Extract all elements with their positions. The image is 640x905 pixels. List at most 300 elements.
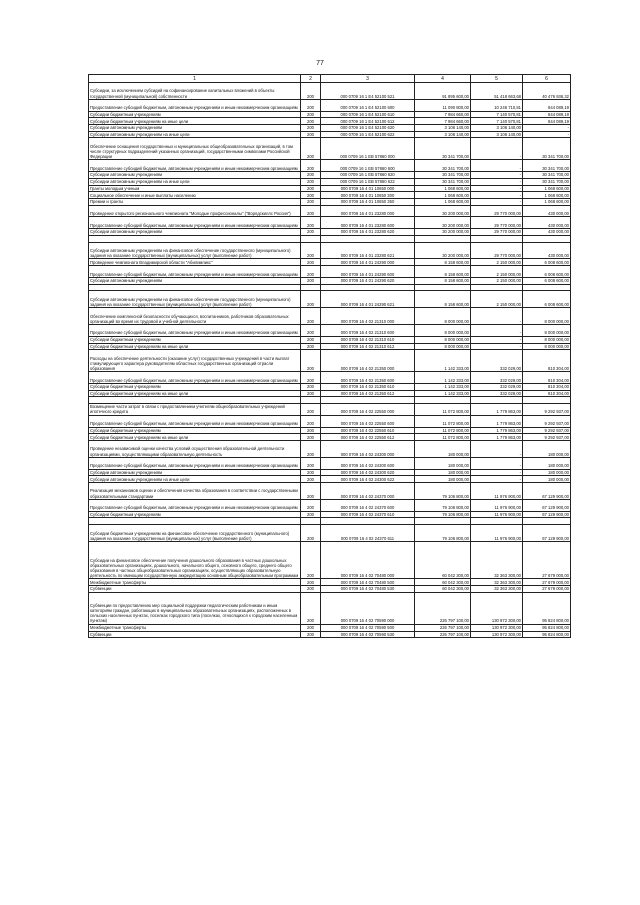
row-executed: - (471, 441, 523, 458)
row-kbk: 000 0709 16 4 01 24290 600 (321, 266, 415, 278)
header-col-3: 3 (321, 75, 415, 83)
row-executed (471, 518, 523, 525)
row-executed: 1 779 863,00 (471, 427, 523, 434)
row-name: Предоставление субсидий бюджетным, автономным учреждениям и иным некоммерческим организациям (89, 266, 301, 278)
row-executed (471, 235, 523, 242)
table-row (89, 427, 571, 434)
row-code: 200 (301, 631, 321, 638)
row-code: 200 (301, 434, 321, 441)
row-unexecuted: 810 304,00 (523, 384, 571, 391)
row-approved: 8 000 000,00 (415, 325, 471, 337)
row-kbk: 000 0709 16 4 01 23280 600 (321, 217, 415, 229)
row-name: Предоставление субсидий бюджетным, автономным учреждениям и иным некоммерческим организациям (89, 217, 301, 229)
row-name: Субсидии бюджетным учреждениям (89, 511, 301, 518)
row-unexecuted: 180 000,00 (523, 441, 571, 458)
row-code (301, 397, 321, 404)
table-row (89, 457, 571, 469)
row-name: Реализация механизмов оценки и обеспечения качества образования в соответствии с государственными образовательными стандартами (89, 483, 301, 500)
table-row (89, 99, 571, 111)
row-kbk: 000 0709 16 1 E4 52100 612 (321, 118, 415, 125)
row-executed: - (471, 308, 523, 325)
row-executed: 332 029,00 (471, 390, 523, 397)
row-approved: 7 984 660,00 (415, 111, 471, 118)
row-kbk: 000 0709 16 4 02 21310 600 (321, 325, 415, 337)
row-name: Проведение открытого регионального чемпионата "Молодые профессионалы" ("Ворлдскиллс Россия") (89, 205, 301, 217)
row-unexecuted: 67 129 900,00 (523, 525, 571, 542)
row-name: Расходы на обеспечение деятельности (оказание услуг) государственных учреждений в части выплат стимулирующего характера руководителям областных государственных организаций отрасли образования (89, 350, 301, 372)
row-approved: 30 341 700,00 (415, 172, 471, 179)
row-executed: 11 976 900,00 (471, 525, 523, 542)
row-executed: 29 770 000,00 (471, 217, 523, 229)
row-approved: 11 072 800,00 (415, 427, 471, 434)
row-unexecuted: 67 129 900,00 (523, 499, 571, 511)
row-executed: - (471, 469, 523, 476)
row-name: Субсидии автономным учреждениям на финансовое обеспечение государственного (муниципального) задания на оказание государственных (муниципальных) услуг (выполнение работ) (89, 291, 301, 308)
table-body (89, 83, 571, 638)
table-row (89, 277, 571, 284)
row-kbk (321, 235, 415, 242)
row-kbk: 000 0709 16 4 02 21350 612 (321, 390, 415, 397)
row-code: 200 (301, 404, 321, 416)
row-approved: 1 068 600,00 (415, 185, 471, 192)
row-executed: 3 106 140,00 (471, 131, 523, 138)
row-approved: 79 106 800,00 (415, 483, 471, 500)
row-code: 200 (301, 138, 321, 160)
row-code: 200 (301, 441, 321, 458)
table-row (89, 384, 571, 391)
row-approved: 1 142 333,00 (415, 384, 471, 391)
row-approved: 8 158 600,00 (415, 291, 471, 308)
row-executed: 7 140 570,81 (471, 111, 523, 118)
row-executed: 11 976 900,00 (471, 511, 523, 518)
table-row (89, 192, 571, 199)
row-approved (415, 397, 471, 404)
row-code (301, 235, 321, 242)
row-name: Субсидии бюджетным учреждениям (89, 384, 301, 391)
row-approved: 180 000,00 (415, 441, 471, 458)
row-unexecuted: 844 089,19 (523, 111, 571, 118)
row-name: Субсидии на финансовое обеспечение получения дошкольного образования в частных дошкольных образовательных организациях, дошкольного, начального общего, основного общего, среднего общего образования в частных общеобразовательных организациях, осуществляющих образовательную деятельность по имеющим государственную аккредитацию основным общеобразовательным программам (89, 541, 301, 578)
table-row (89, 499, 571, 511)
row-executed: - (471, 198, 523, 205)
table-row (89, 259, 571, 266)
row-code: 200 (301, 198, 321, 205)
row-code: 200 (301, 160, 321, 172)
row-approved: 180 000,00 (415, 457, 471, 469)
row-kbk: 000 0709 16 4 02 24300 620 (321, 469, 415, 476)
row-name (89, 397, 301, 404)
table-row (89, 205, 571, 217)
row-executed: 32 363 300,00 (471, 579, 523, 586)
row-name: Предоставление субсидий бюджетным, автономным учреждениям и иным некоммерческим организациям (89, 160, 301, 172)
row-unexecuted: 9 292 937,00 (523, 404, 571, 416)
table-row (89, 511, 571, 518)
row-unexecuted: 1 068 600,00 (523, 185, 571, 192)
row-name: Субсидии автономным учреждениям (89, 469, 301, 476)
row-name: Субсидии автономным учреждениям (89, 172, 301, 179)
row-code: 200 (301, 131, 321, 138)
row-approved: 3 106 140,00 (415, 125, 471, 132)
row-executed (471, 284, 523, 291)
row-unexecuted: 9 292 937,00 (523, 415, 571, 427)
table-row (89, 585, 571, 592)
row-kbk: 000 0709 16 4 02 22550 612 (321, 434, 415, 441)
row-executed: - (471, 336, 523, 343)
row-kbk: 000 0709 16 1 EB 57860 600 (321, 160, 415, 172)
row-name: Субсидии бюджетным учреждениям на иные цели (89, 118, 301, 125)
table-row (89, 308, 571, 325)
row-kbk: 000 0709 16 1 E4 52100 600 (321, 99, 415, 111)
row-kbk: 000 0709 16 1 E4 52100 620 (321, 125, 415, 132)
row-name: Межбюджетные трансферты (89, 624, 301, 631)
row-code: 200 (301, 343, 321, 350)
row-kbk: 000 0709 16 4 02 70590 530 (321, 631, 415, 638)
row-approved: 226 797 100,00 (415, 631, 471, 638)
table-row (89, 476, 571, 483)
row-unexecuted: 6 008 600,00 (523, 266, 571, 278)
row-executed: 10 246 710,81 (471, 99, 523, 111)
row-code: 200 (301, 277, 321, 284)
row-kbk: 000 0709 16 4 02 24370 611 (321, 525, 415, 542)
row-approved (415, 518, 471, 525)
row-code: 200 (301, 390, 321, 397)
row-unexecuted: 27 679 000,00 (523, 585, 571, 592)
row-unexecuted: 27 679 000,00 (523, 579, 571, 586)
row-unexecuted: 810 304,00 (523, 372, 571, 384)
row-unexecuted: 40 476 936,32 (523, 83, 571, 100)
table-row (89, 390, 571, 397)
row-name: Субвенции (89, 631, 301, 638)
row-unexecuted: 844 089,19 (523, 99, 571, 111)
row-unexecuted: 27 679 000,00 (523, 541, 571, 578)
row-approved: 11 090 800,00 (415, 99, 471, 111)
row-executed: 2 150 000,00 (471, 291, 523, 308)
row-unexecuted (523, 235, 571, 242)
table-row (89, 469, 571, 476)
row-kbk: 000 0709 16 1 E4 52100 521 (321, 83, 415, 100)
row-unexecuted: 1 068 600,00 (523, 192, 571, 199)
row-unexecuted: 6 008 600,00 (523, 291, 571, 308)
header-col-2: 2 (301, 75, 321, 83)
row-unexecuted: 30 341 700,00 (523, 160, 571, 172)
page-number: 77 (316, 60, 324, 67)
row-name: Субвенции (89, 585, 301, 592)
row-executed: 32 363 300,00 (471, 541, 523, 578)
row-approved: 60 042 300,00 (415, 579, 471, 586)
row-code: 200 (301, 476, 321, 483)
row-executed: - (471, 457, 523, 469)
row-kbk: 000 0709 16 4 01 24290 620 (321, 277, 415, 284)
row-name (89, 518, 301, 525)
table-row (89, 83, 571, 100)
row-code (301, 518, 321, 525)
row-executed: - (471, 192, 523, 199)
table-row (89, 343, 571, 350)
row-code: 200 (301, 585, 321, 592)
row-approved: 79 106 800,00 (415, 499, 471, 511)
row-kbk: 000 0709 16 4 02 24370 600 (321, 499, 415, 511)
row-approved: 226 797 100,00 (415, 624, 471, 631)
row-code: 200 (301, 372, 321, 384)
table-row (89, 325, 571, 337)
budget-table (88, 74, 571, 638)
row-unexecuted: 95 824 800,00 (523, 631, 571, 638)
row-approved: 11 072 800,00 (415, 434, 471, 441)
row-approved: 91 895 600,00 (415, 83, 471, 100)
row-executed: 332 029,00 (471, 350, 523, 372)
row-code: 200 (301, 350, 321, 372)
table-row (89, 415, 571, 427)
row-executed: - (471, 476, 523, 483)
row-name: Субсидии автономным учреждениям (89, 125, 301, 132)
row-name (89, 235, 301, 242)
row-approved (415, 284, 471, 291)
row-code: 200 (301, 242, 321, 259)
table-row (89, 131, 571, 138)
row-kbk: 000 0709 16 1 EB 57860 000 (321, 138, 415, 160)
row-unexecuted: 844 089,19 (523, 118, 571, 125)
row-approved: 30 200 000,00 (415, 229, 471, 236)
table-row (89, 541, 571, 578)
row-name: Проведение независимой оценки качества условий осуществления образовательной деятельности организациями, осуществляющими образовательную деятельность (89, 441, 301, 458)
row-name: Возмещение части затрат в связи с предоставлением учителям общеобразовательных учреждений ипотечного кредита (89, 404, 301, 416)
row-unexecuted: 8 000 000,00 (523, 343, 571, 350)
row-executed: 130 972 300,00 (471, 592, 523, 624)
table-row (89, 291, 571, 308)
row-name (89, 284, 301, 291)
row-code: 200 (301, 217, 321, 229)
row-code: 200 (301, 511, 321, 518)
row-unexecuted: - (523, 125, 571, 132)
row-executed: 2 150 000,00 (471, 259, 523, 266)
row-approved: 30 341 700,00 (415, 138, 471, 160)
row-approved: 8 000 000,00 (415, 308, 471, 325)
header-col-6: 6 (523, 75, 571, 83)
row-code: 200 (301, 624, 321, 631)
row-approved: 226 797 100,00 (415, 592, 471, 624)
row-executed: 1 779 863,00 (471, 415, 523, 427)
row-code: 200 (301, 499, 321, 511)
row-code: 200 (301, 336, 321, 343)
table-row (89, 372, 571, 384)
table-row (89, 118, 571, 125)
row-name: Субвенции по предоставлению мер социальной поддержки педагогическим работникам и иным категориям граждан, работающих в муниципальных образовательных организациях, расположенных в сельских населенных пунктах, поселках городского типа (поселках, относящихся к городским населенным пунктам) (89, 592, 301, 624)
row-name: Предоставление субсидий бюджетным, автономным учреждениям и иным некоммерческим организациям (89, 99, 301, 111)
row-code: 200 (301, 229, 321, 236)
row-code: 200 (301, 111, 321, 118)
row-kbk: 000 0709 16 4 02 21350 600 (321, 372, 415, 384)
row-kbk: 000 0709 16 4 02 24300 600 (321, 457, 415, 469)
row-approved: 60 042 300,00 (415, 585, 471, 592)
row-executed: - (471, 325, 523, 337)
row-kbk: 000 0709 16 4 02 70590 500 (321, 624, 415, 631)
row-unexecuted: 30 341 700,00 (523, 172, 571, 179)
row-unexecuted: 9 292 937,00 (523, 427, 571, 434)
row-unexecuted: 67 129 900,00 (523, 511, 571, 518)
table-row (89, 138, 571, 160)
row-code: 200 (301, 266, 321, 278)
row-code: 200 (301, 427, 321, 434)
row-kbk: 000 0709 16 4 02 70480 000 (321, 541, 415, 578)
row-code: 200 (301, 308, 321, 325)
row-kbk: 000 0709 16 4 01 10650 350 (321, 198, 415, 205)
row-kbk: 000 0709 16 4 02 21350 000 (321, 350, 415, 372)
table-row (89, 160, 571, 172)
row-approved: 8 158 600,00 (415, 259, 471, 266)
row-kbk: 000 0709 16 4 02 24300 000 (321, 441, 415, 458)
row-executed (471, 397, 523, 404)
row-name: Предоставление субсидий бюджетным, автономным учреждениям и иным некоммерческим организациям (89, 325, 301, 337)
table-row (89, 336, 571, 343)
row-kbk: 000 0709 16 4 02 21310 000 (321, 308, 415, 325)
row-approved: 79 106 800,00 (415, 525, 471, 542)
row-executed: 130 972 300,00 (471, 631, 523, 638)
row-approved: 30 341 700,00 (415, 178, 471, 185)
row-code: 200 (301, 384, 321, 391)
row-approved: 11 072 800,00 (415, 404, 471, 416)
row-approved: 30 200 000,00 (415, 205, 471, 217)
row-code: 200 (301, 579, 321, 586)
row-kbk: 000 0709 16 4 01 10650 000 (321, 185, 415, 192)
row-name: Субсидии автономным учреждениям на иные цели (89, 476, 301, 483)
table-row (89, 284, 571, 291)
row-executed: - (471, 138, 523, 160)
row-code: 200 (301, 118, 321, 125)
table-row (89, 631, 571, 638)
table-row (89, 235, 571, 242)
row-approved: 60 042 300,00 (415, 541, 471, 578)
row-approved: 11 072 800,00 (415, 415, 471, 427)
row-executed: 1 779 863,00 (471, 404, 523, 416)
table-header-row (89, 75, 571, 83)
row-executed: 7 140 570,81 (471, 118, 523, 125)
row-approved: 8 000 000,00 (415, 336, 471, 343)
table-row (89, 229, 571, 236)
row-kbk: 000 0709 16 4 01 23280 620 (321, 229, 415, 236)
row-code (301, 284, 321, 291)
row-unexecuted: 430 000,00 (523, 229, 571, 236)
row-kbk: 000 0709 16 4 01 10650 300 (321, 192, 415, 199)
row-unexecuted: 8 000 000,00 (523, 336, 571, 343)
table-row (89, 441, 571, 458)
row-approved: 30 200 000,00 (415, 217, 471, 229)
row-executed: 29 770 000,00 (471, 205, 523, 217)
row-unexecuted: 30 341 700,00 (523, 138, 571, 160)
row-kbk: 000 0709 16 4 02 24370 610 (321, 511, 415, 518)
table-row (89, 404, 571, 416)
table-row (89, 350, 571, 372)
row-kbk: 000 0709 16 4 01 23280 000 (321, 205, 415, 217)
table-row (89, 172, 571, 179)
row-unexecuted: 6 008 600,00 (523, 259, 571, 266)
row-kbk: 000 0709 16 4 01 24290 000 (321, 259, 415, 266)
row-approved: 180 000,00 (415, 469, 471, 476)
row-executed: 11 976 900,00 (471, 499, 523, 511)
table-row (89, 483, 571, 500)
row-unexecuted: 430 000,00 (523, 242, 571, 259)
row-code: 200 (301, 415, 321, 427)
row-code: 200 (301, 525, 321, 542)
row-kbk: 000 0709 16 4 02 22550 600 (321, 415, 415, 427)
row-name: Субсидии автономным учреждениям (89, 277, 301, 284)
row-executed: - (471, 172, 523, 179)
row-code: 200 (301, 205, 321, 217)
row-name: Обеспечение комплексной безопасности обучающихся, воспитанников, работников образовательных организаций во время их трудовой и учебной деятельности (89, 308, 301, 325)
table-row (89, 125, 571, 132)
table-row (89, 397, 571, 404)
row-kbk: 000 0709 16 4 02 24370 000 (321, 483, 415, 500)
row-name: Обеспечение оснащения государственных и муниципальных общеобразовательных организаций, в том числе структурных подразделений указанных организаций, государственными символами Российской Федерации (89, 138, 301, 160)
row-name: Предоставление субсидий бюджетным, автономным учреждениям и иным некоммерческим организациям (89, 415, 301, 427)
row-approved: 8 158 600,00 (415, 266, 471, 278)
row-kbk: 000 0709 16 4 02 70480 530 (321, 585, 415, 592)
row-executed: 332 029,00 (471, 372, 523, 384)
row-code: 200 (301, 325, 321, 337)
table-row (89, 434, 571, 441)
row-name: Предоставление субсидий бюджетным, автономным учреждениям и иным некоммерческим организациям (89, 499, 301, 511)
row-kbk: 000 0709 16 4 02 21310 610 (321, 336, 415, 343)
row-code: 200 (301, 592, 321, 624)
row-kbk: 000 0709 16 4 02 22550 610 (321, 427, 415, 434)
table-row (89, 185, 571, 192)
row-name: Субсидии бюджетным учреждениям (89, 111, 301, 118)
row-kbk: 000 0709 16 4 02 70590 000 (321, 592, 415, 624)
row-name: Субсидии автономным учреждениям на иные цели (89, 131, 301, 138)
row-code: 200 (301, 483, 321, 500)
table-row (89, 525, 571, 542)
row-name: Субсидии бюджетным учреждениям (89, 336, 301, 343)
row-unexecuted: 180 000,00 (523, 476, 571, 483)
row-name: Проведение чемпионата Владимирской области "Абилимпикс" (89, 259, 301, 266)
row-unexecuted: 1 068 600,00 (523, 198, 571, 205)
row-kbk (321, 397, 415, 404)
row-approved: 30 341 700,00 (415, 160, 471, 172)
row-name: Гранты молодым ученым (89, 185, 301, 192)
header-col-5: 5 (471, 75, 523, 83)
row-executed: 29 770 000,00 (471, 229, 523, 236)
row-executed: 29 770 000,00 (471, 242, 523, 259)
row-unexecuted: 9 292 937,00 (523, 434, 571, 441)
table-row (89, 198, 571, 205)
row-code: 200 (301, 192, 321, 199)
row-name: Субсидии автономным учреждениям на иные цели (89, 178, 301, 185)
row-name: Субсидии бюджетным учреждениям на иные цели (89, 343, 301, 350)
row-code: 200 (301, 178, 321, 185)
row-code: 200 (301, 185, 321, 192)
row-unexecuted: 430 000,00 (523, 205, 571, 217)
row-executed: 11 976 900,00 (471, 483, 523, 500)
table-row (89, 217, 571, 229)
row-approved (415, 235, 471, 242)
row-code: 200 (301, 125, 321, 132)
row-kbk: 000 0709 16 4 02 70480 500 (321, 579, 415, 586)
row-kbk: 000 0709 16 1 EB 57860 620 (321, 172, 415, 179)
row-unexecuted: 30 341 700,00 (523, 178, 571, 185)
row-approved: 8 000 000,00 (415, 343, 471, 350)
header-col-4: 4 (415, 75, 471, 83)
row-executed: - (471, 185, 523, 192)
row-code: 200 (301, 259, 321, 266)
row-approved: 1 068 600,00 (415, 198, 471, 205)
row-name: Межбюджетные трансферты (89, 579, 301, 586)
row-unexecuted: 95 824 800,00 (523, 624, 571, 631)
row-name: Субсидии автономным учреждениям на финансовое обеспечение государственного (муниципального) задания на оказание государственных (муниципальных) услуг (выполнение работ) (89, 242, 301, 259)
row-kbk (321, 518, 415, 525)
row-approved: 8 158 600,00 (415, 277, 471, 284)
row-approved: 79 106 800,00 (415, 511, 471, 518)
row-approved: 1 142 333,00 (415, 390, 471, 397)
row-executed: 1 779 863,00 (471, 434, 523, 441)
